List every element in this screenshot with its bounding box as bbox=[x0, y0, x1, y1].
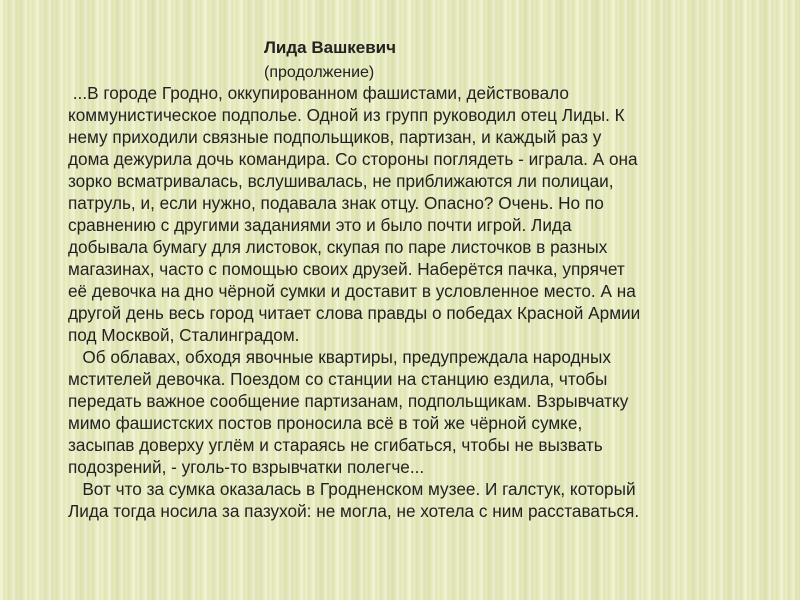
text-line: её девочка на дно чёрной сумки и доставит в условленное место. А на bbox=[68, 281, 636, 301]
text-line: Вот что за сумка оказалась в Гродненском музее. И галстук, который bbox=[68, 479, 636, 499]
text-line: Лида тогда носила за пазухой: не могла, не хотела с ним расставаться. bbox=[68, 501, 640, 521]
text-line: другой день весь город читает слова правды о победах Красной Армии bbox=[68, 303, 641, 323]
paragraph-1 bbox=[68, 82, 748, 346]
text-line: передать важное сообщение партизанам, подпольщикам. Взрывчатку bbox=[68, 391, 629, 411]
text-line: мстителей девочка. Поездом со станции на станцию ездила, чтобы bbox=[68, 369, 608, 389]
text-line: Об облавах, обходя явочные квартиры, предупреждала народных bbox=[68, 347, 611, 367]
text-line: зорко всматривалась, вслушивалась, не приближаются ли полицаи, bbox=[68, 171, 614, 191]
text-line: подозрений, - уголь-то взрывчатки полегче... bbox=[68, 457, 425, 477]
text-line: магазинах, часто с помощью своих друзей. Наберётся пачка, упрячет bbox=[68, 259, 625, 279]
text-line: дома дежурила дочь командира. Со стороны поглядеть - играла. А она bbox=[68, 149, 638, 169]
text-line: под Москвой, Сталинградом. bbox=[68, 325, 300, 345]
title-block bbox=[264, 36, 396, 84]
text-line: сравнению с другими заданиями это и было почти игрой. Лида bbox=[68, 215, 572, 235]
paragraph-2 bbox=[68, 346, 748, 478]
text-line: добывала бумагу для листовок, скупая по паре листочков в разных bbox=[68, 237, 608, 257]
text-line: ...В городе Гродно, оккупированном фашистами, действовало bbox=[68, 83, 569, 103]
text-line: патруль, и, если нужно, подавала знак отцу. Опасно? Очень. Но по bbox=[68, 193, 604, 213]
text-line: нему приходили связные подпольщиков, партизан, и каждый раз у bbox=[68, 127, 602, 147]
text-line: мимо фашистских постов проносила всё в той же чёрной сумке, bbox=[68, 413, 583, 433]
slide-subtitle: (продолжение) bbox=[264, 64, 375, 81]
body-text bbox=[68, 82, 748, 522]
text-line: засыпав доверху углём и стараясь не сгибаться, чтобы не вызвать bbox=[68, 435, 603, 455]
text-line: коммунистическое подполье. Одной из групп руководил отец Лиды. К bbox=[68, 105, 625, 125]
paragraph-3 bbox=[68, 478, 748, 522]
slide-title: Лида Вашкевич bbox=[264, 38, 396, 57]
